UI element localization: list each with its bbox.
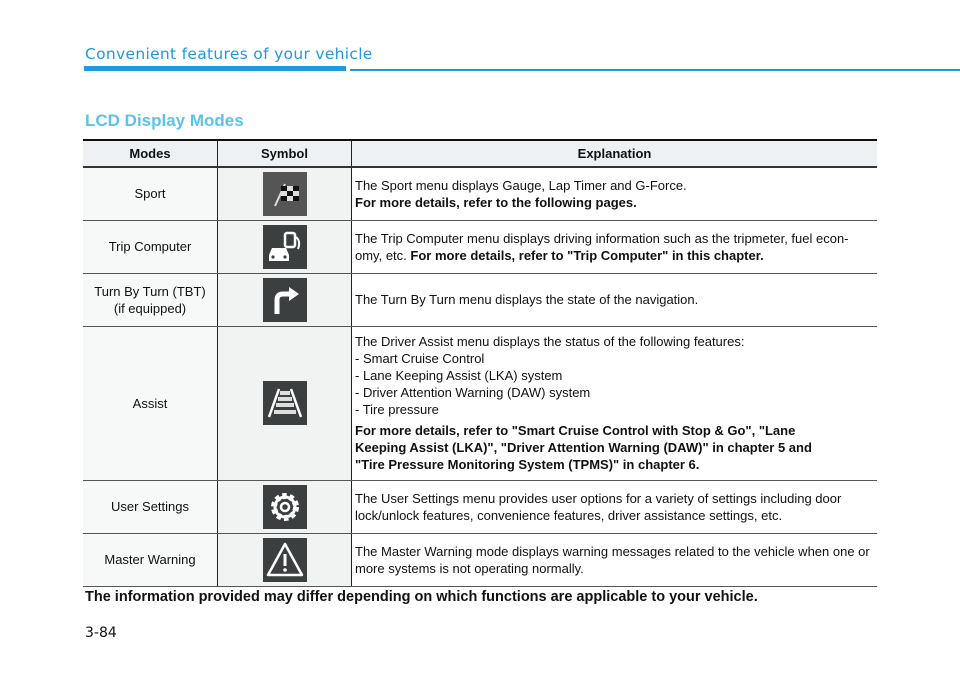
explanation-text: The Trip Computer menu displays driving information such as the tripmeter, fuel econ-omy, etc.: [355, 230, 849, 263]
table-row: [83, 533, 877, 586]
turn-right-arrow-icon: [263, 278, 307, 322]
header-symbol: Symbol: [218, 140, 352, 167]
mode-name: Trip Computer: [83, 220, 218, 273]
table-row: [83, 167, 877, 220]
page-number: 3-84: [85, 625, 117, 641]
explanation-reference: For more details, refer to "Smart Cruise Control with Stop & Go", "Lane Keeping Assist (LKA)", "Driver Attention Warning (DAW)" in chapter 5 and "Tire Pressure Monitoring System (TPMS)" in chapter 6.: [355, 423, 812, 472]
explanation-text: The Turn By Turn menu displays the state of the navigation.: [352, 273, 878, 326]
lane-icon: [263, 381, 307, 425]
modes-table: [83, 139, 877, 587]
mode-name: Sport: [83, 167, 218, 220]
feature-item: - Tire pressure: [355, 402, 439, 417]
warning-triangle-icon: [263, 538, 307, 582]
explanation-text: The Sport menu displays Gauge, Lap Timer and G-Force.: [355, 177, 687, 193]
feature-item: - Driver Attention Warning (DAW) system: [355, 385, 591, 400]
checkered-flag-icon: [263, 172, 307, 216]
footnote: The information provided may differ depending on which functions are applicable to your vehicle.: [85, 589, 758, 605]
section-rule: [350, 69, 960, 71]
explanation-text: The User Settings menu provides user options for a variety of settings including door lock/unlock features, convenience features, driver assistance settings, etc.: [352, 480, 878, 533]
header-explanation: Explanation: [352, 140, 878, 167]
explanation-text: The Driver Assist menu displays the status of the following features:: [355, 334, 745, 349]
explanation-reference: For more details, refer to the following pages.: [355, 194, 637, 210]
car-fuel-icon: [263, 225, 307, 269]
mode-note: (if equipped): [113, 300, 187, 316]
mode-name: Turn By Turn (TBT): [94, 283, 206, 299]
table-row: [83, 480, 877, 533]
explanation-reference: For more details, refer to "Trip Computer" in this chapter.: [410, 247, 764, 263]
table-row: [83, 220, 877, 273]
feature-item: - Smart Cruise Control: [355, 351, 485, 366]
table-header: [83, 140, 877, 167]
page-title: LCD Display Modes: [85, 111, 244, 130]
mode-name: User Settings: [83, 480, 218, 533]
explanation-text: The Master Warning mode displays warning messages related to the vehicle when one or more systems is not operating normally.: [352, 533, 878, 586]
gear-icon: [263, 485, 307, 529]
mode-name: Assist: [83, 326, 218, 480]
table-row: [83, 326, 877, 480]
section-bar: [84, 66, 346, 71]
header-modes: Modes: [83, 140, 218, 167]
table-row: [83, 273, 877, 326]
section-header: Convenient features of your vehicle: [85, 45, 373, 63]
mode-name: Master Warning: [83, 533, 218, 586]
feature-item: - Lane Keeping Assist (LKA) system: [355, 368, 563, 383]
